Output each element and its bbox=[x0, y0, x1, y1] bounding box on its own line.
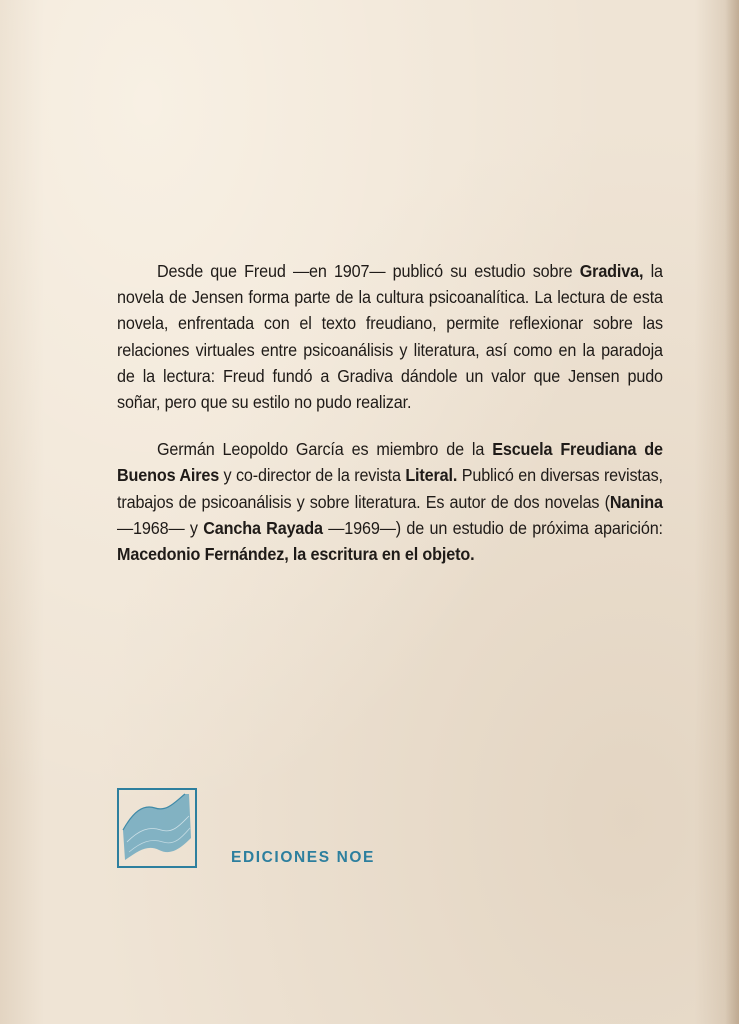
publisher-name: EDICIONES NOE bbox=[231, 849, 375, 866]
bio-journal-name: Literal. bbox=[405, 465, 458, 486]
bio-school-name: Escuela Freudiana de Buenos Aires bbox=[117, 439, 663, 486]
paragraph-author-bio bbox=[117, 436, 663, 567]
back-cover-text bbox=[117, 258, 663, 567]
wave-flag-icon bbox=[117, 788, 197, 868]
bio-forthcoming-title: Macedonio Fernández, la escritura en el objeto. bbox=[117, 544, 475, 565]
bio-text-1: Germán Leopoldo García es miembro de la bbox=[156, 439, 493, 460]
page-edge-shadow bbox=[725, 0, 739, 1024]
bio-text-3: Publicó en diversas revistas, trabajos de psicoanálisis y sobre literatura. Es autor de dos novelas ( bbox=[117, 465, 663, 512]
title-gradiva: Gradiva, bbox=[579, 261, 644, 281]
paragraph-synopsis bbox=[117, 258, 663, 415]
synopsis-text-1: Desde que Freud —en 1907— publicó su estudio sobre bbox=[156, 261, 580, 281]
bio-novel-2: Cancha Rayada bbox=[203, 517, 323, 538]
bio-text-2: y co-director de la revista bbox=[219, 465, 406, 486]
bio-text-5: —1969—) de un estudio de próxima aparición: bbox=[322, 517, 663, 538]
bio-text-4: —1968— y bbox=[117, 517, 204, 538]
bio-novel-1: Nanina bbox=[609, 491, 663, 512]
synopsis-text-2: la novela de Jensen forma parte de la cultura psicoanalítica. La lectura de esta novela, enfrentada con el texto freudiano, permite reflexionar sobre las relaciones virtuales entre psicoanálisis y literatura, así como en la paradoja de la lectura: Freud fundó a Gradiva dándole un valor que Jensen pudo soñar, pero que su estilo no pudo realizar. bbox=[117, 261, 663, 413]
